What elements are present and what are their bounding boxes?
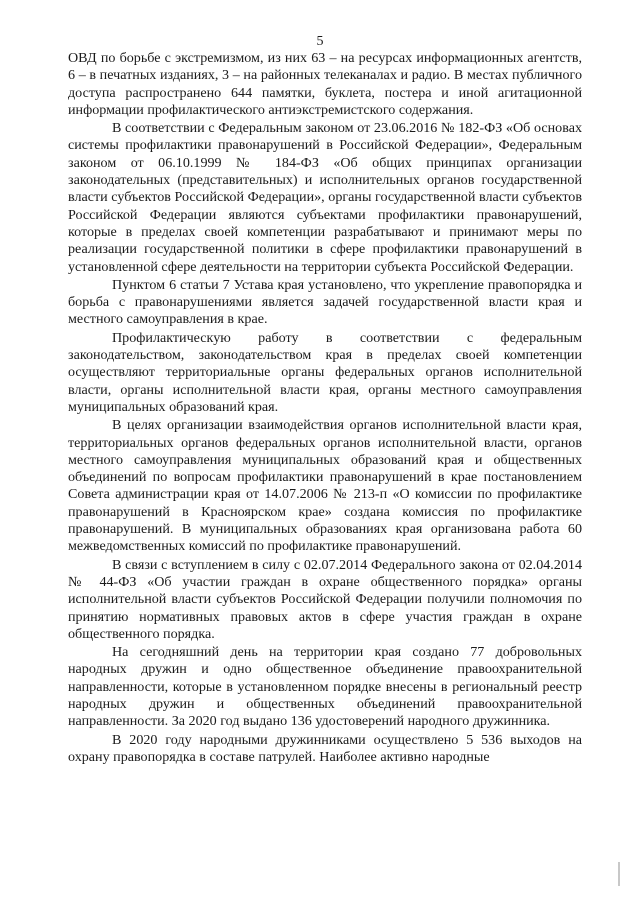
paragraph-patrols: В 2020 году народными дружинниками осуществлено 5 536 выходов на охрану правопорядка в составе патрулей. Наиболее активно народные: [68, 731, 582, 765]
document-body: [68, 50, 582, 766]
scan-edge-mark: [618, 862, 620, 886]
paragraph-preventive-work: Профилактическую работу в соответствии с федеральным законодательством, законодательством края в пределах своей компетенции осуществляют территориальные органы федеральных органов исполнительной власти, органы исполнительной власти края, органы местного самоуправления муниципальных образований края.: [68, 329, 582, 415]
paragraph-volunteer-squads: На сегодняшний день на территории края создано 77 добровольных народных дружин и одно общественное объединение правоохранительной направленности, которые в установленном порядке внесены в региональный реестр народных дружин и общественных объединений правоохранительной направленности. За 2020 год выдано 136 удостоверений народного дружинника.: [68, 644, 582, 730]
paragraph-extremism-materials: ОВД по борьбе с экстремизмом, из них 63 – на ресурсах информационных агентств, 6 – в печатных изданиях, 3 – на районных телеканалах и радио. В местах публичного доступа распространено 644 памятки, буклета, постера и иной агитационной информации профилактического антиэкстремистского содержания.: [68, 50, 582, 118]
page-number: 5: [316, 34, 324, 49]
paragraph-federal-laws: В соответствии с Федеральным законом от 23.06.2016 № 182-ФЗ «Об основах системы профилактики правонарушений в Российской Федерации», Федеральным законом от 06.10.1999 № 184-ФЗ «Об общих принципах организации законодательных (представительных) и исполнительных органов государственной власти субъектов Российской Федерации», органы государственной власти субъектов Российской Федерации являются субъектами профилактики правонарушений, которые в пределах своей компетенции разрабатывают и принимают меры по реализации государственной политики в сфере профилактики правонарушений в установленной сфере деятельности на территории субъекта Российской Федерации.: [68, 120, 582, 275]
paragraph-charter: Пунктом 6 статьи 7 Устава края установлено, что укрепление правопорядка и борьба с правонарушениями является задачей государственной власти края и местного самоуправления в крае.: [68, 276, 582, 328]
paragraph-commission: В целях организации взаимодействия органов исполнительной власти края, территориальных органов федеральных органов исполнительной власти, органов местного самоуправления муниципальных образований края и общественных объединений по вопросам профилактики правонарушений в крае постановлением Совета администрации края от 14.07.2006 № 213-п «О комиссии по профилактике правонарушений в Красноярском крае» создана комиссия по профилактике правонарушений. В муниципальных образованиях края организована работа 60 межведомственных комиссий по профилактике правонарушений.: [68, 417, 582, 555]
paragraph-law-44fz: В связи с вступлением в силу с 02.07.2014 Федерального закона от 02.04.2014 № 44-ФЗ «Об участии граждан в охране общественного порядка» органы исполнительной власти субъектов Российской Федерации получили полномочия по принятию нормативных правовых актов в сфере участия граждан в охране общественного порядка.: [68, 556, 582, 642]
